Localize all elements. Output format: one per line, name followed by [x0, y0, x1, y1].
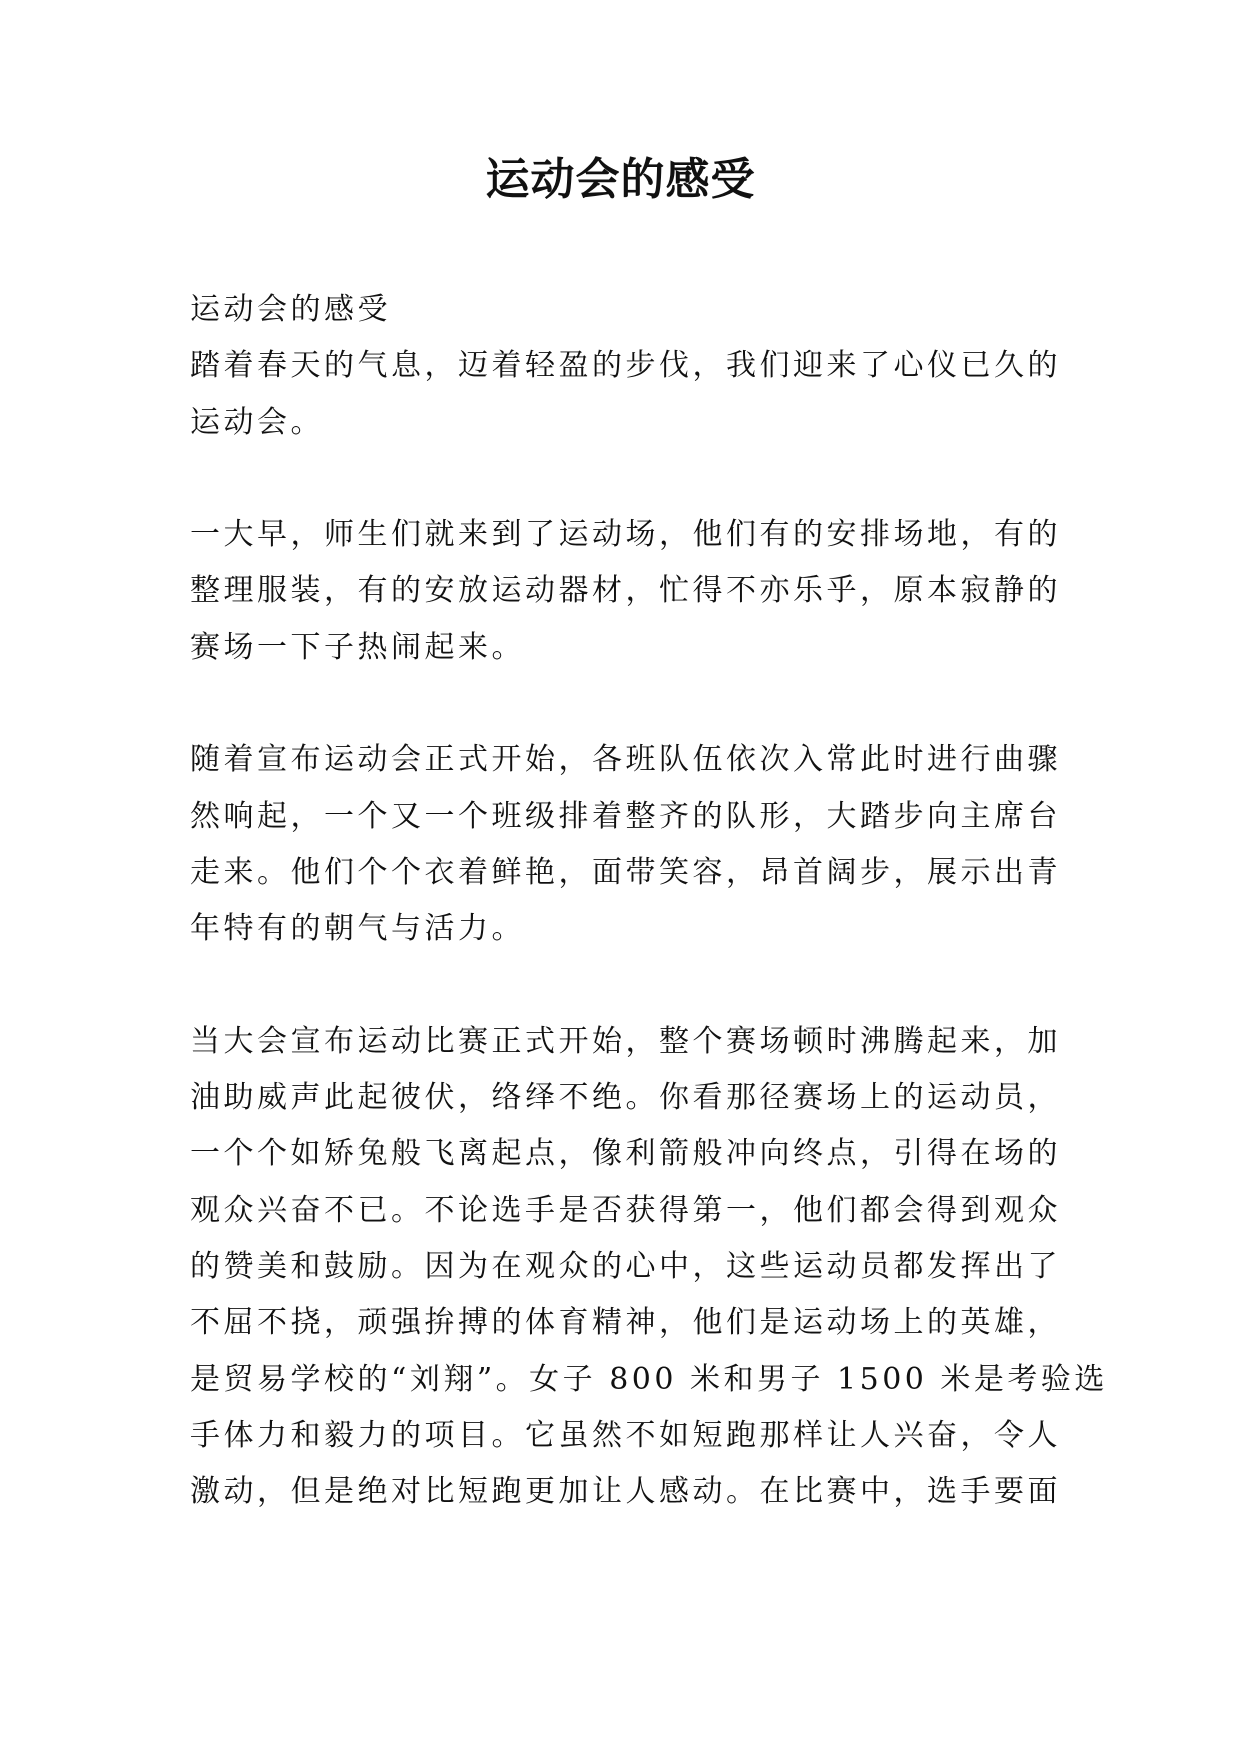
- paragraph-line: 年特有的朝气与活力。: [190, 911, 525, 947]
- document-body: [190, 282, 1108, 1521]
- paragraph-4: [190, 1014, 1108, 1521]
- paragraph-1: [190, 338, 1060, 451]
- paragraph-2: [190, 507, 1060, 676]
- paragraph-line: 是贸易学校的“刘翔”。女子 800 米和男子 1500 米是考验选: [190, 1361, 1108, 1397]
- paragraph-gap: [190, 451, 1060, 507]
- paragraph-gap: [190, 676, 1060, 732]
- paragraph-line: 激动，但是绝对比短跑更加让人感动。在比赛中，选手要面: [190, 1474, 1061, 1510]
- paragraph-line: 一个个如矫兔般飞离起点，像利箭般冲向终点，引得在场的: [190, 1136, 1061, 1172]
- paragraph-line: 不屈不挠，顽强拚搏的体育精神，他们是运动场上的英雄，: [190, 1305, 1061, 1341]
- document-title: 运动会的感受: [485, 154, 756, 205]
- paragraph-line: 手体力和毅力的项目。它虽然不如短跑那样让人兴奋，令人: [190, 1417, 1061, 1453]
- paragraph-gap: [190, 958, 1060, 1014]
- paragraph-line: 随着宣布运动会正式开始，各班队伍依次入常此时进行曲骤: [190, 742, 1061, 778]
- paragraph-line: 走来。他们个个衣着鲜艳，面带笑容，昂首阔步，展示出青: [190, 854, 1061, 890]
- paragraph-line: 油助威声此起彼伏，络绎不绝。你看那径赛场上的运动员，: [190, 1080, 1061, 1116]
- paragraph-line: 赛场一下子热闹起来。: [190, 629, 525, 665]
- paragraph-line: 然响起，一个又一个班级排着整齐的队形，大踏步向主席台: [190, 798, 1061, 834]
- document-subtitle: 运动会的感受: [190, 292, 391, 327]
- paragraph-line: 当大会宣布运动比赛正式开始，整个赛场顿时沸腾起来，加: [190, 1023, 1061, 1059]
- paragraph-3: [190, 732, 1060, 957]
- paragraph-line: 观众兴奋不已。不论选手是否获得第一，他们都会得到观众: [190, 1192, 1061, 1228]
- paragraph-line: 整理服装，有的安放运动器材，忙得不亦乐乎，原本寂静的: [190, 573, 1061, 609]
- paragraph-line: 运动会。: [190, 404, 324, 440]
- paragraph-line: 一大早，师生们就来到了运动场，他们有的安排场地，有的: [190, 517, 1061, 553]
- paragraph-line: 踏着春天的气息，迈着轻盈的步伐，我们迎来了心仪已久的: [190, 348, 1061, 384]
- paragraph-line: 的赞美和鼓励。因为在观众的心中，这些运动员都发挥出了: [190, 1249, 1061, 1285]
